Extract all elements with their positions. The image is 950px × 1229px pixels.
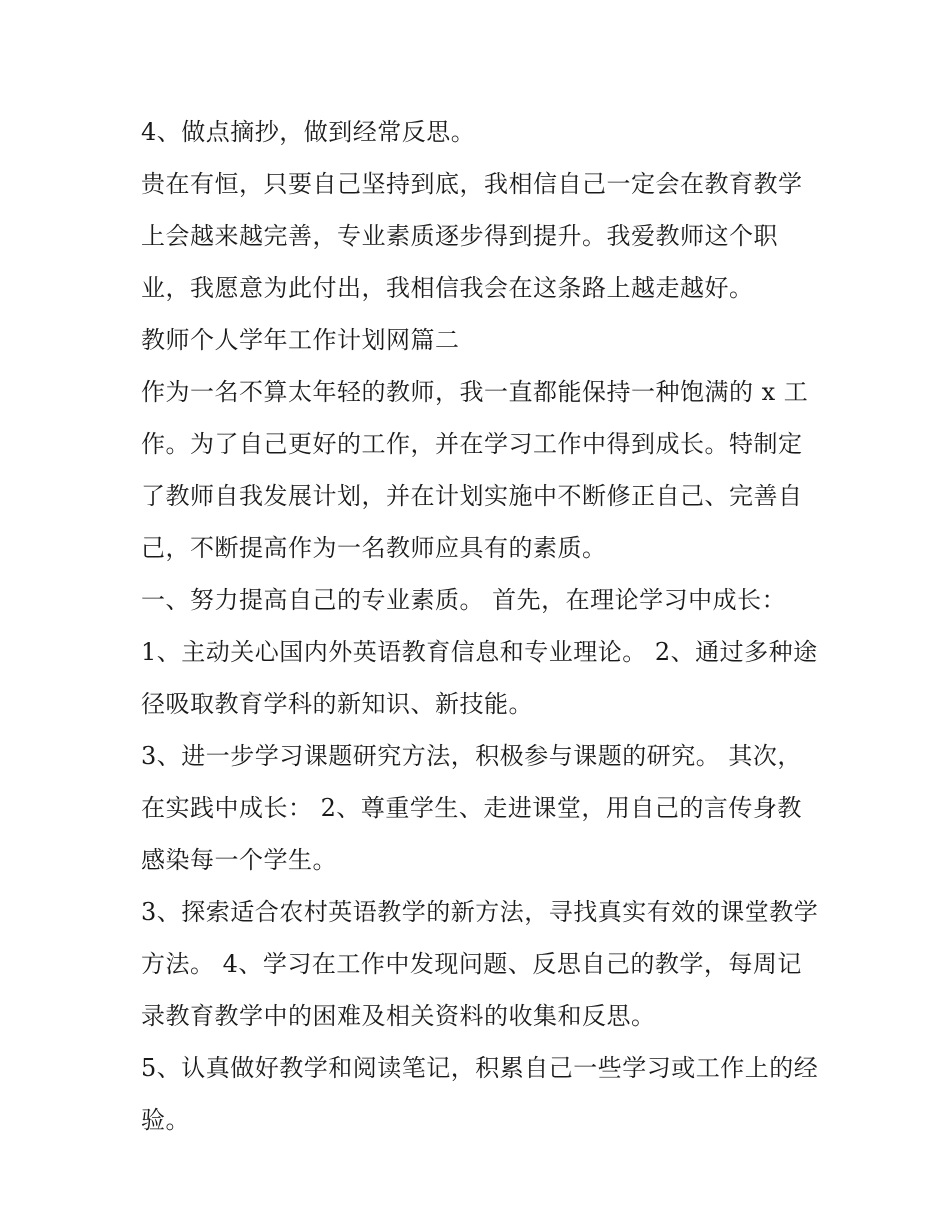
paragraph-method-items: 3、探索适合农村英语教学的新方法，寻找真实有效的课堂教学方法。 4、学习在工作中发现问题、反思自己的教学，每周记录教育教学中的困难及相关资料的收集和反思。	[141, 898, 819, 1030]
paragraph-intro: 作为一名不算太年轻的教师，我一直都能保持一种饱满的 x 工作。为了自己更好的工作，并在学习工作中得到成长。特制定了教师自我发展计划，并在计划实施中不断修正自己、完善自己，不断提高作为一名教师应具有的素质。	[141, 378, 809, 562]
paragraph-theory-items: 1、主动关心国内外英语教育信息和专业理论。 2、通过多种途径吸取教育学科的新知识、新技能。	[141, 638, 818, 718]
paragraph-reflection-item: 4、做点摘抄，做到经常反思。	[141, 118, 476, 146]
paragraph-notes-item: 5、认真做好教学和阅读笔记，积累自己一些学习或工作上的经验。	[141, 1054, 819, 1134]
paragraph-perseverance: 贵在有恒，只要自己坚持到底，我相信自己一定会在教育教学上会越来越完善，专业素质逐步得到提升。我爱教师这个职业，我愿意为此付出，我相信我会在这条路上越走越好。	[141, 170, 803, 302]
document-body	[141, 106, 821, 1146]
paragraph-practice-items: 3、进一步学习课题研究方法，积极参与课题的研究。 其次，在实践中成长： 2、尊重学生、走进课堂，用自己的言传身教感染每一个学生。	[141, 742, 802, 874]
section-heading: 教师个人学年工作计划网篇二	[141, 326, 460, 354]
paragraph-goal-one: 一、努力提高自己的专业素质。 首先，在理论学习中成长：	[141, 586, 787, 614]
